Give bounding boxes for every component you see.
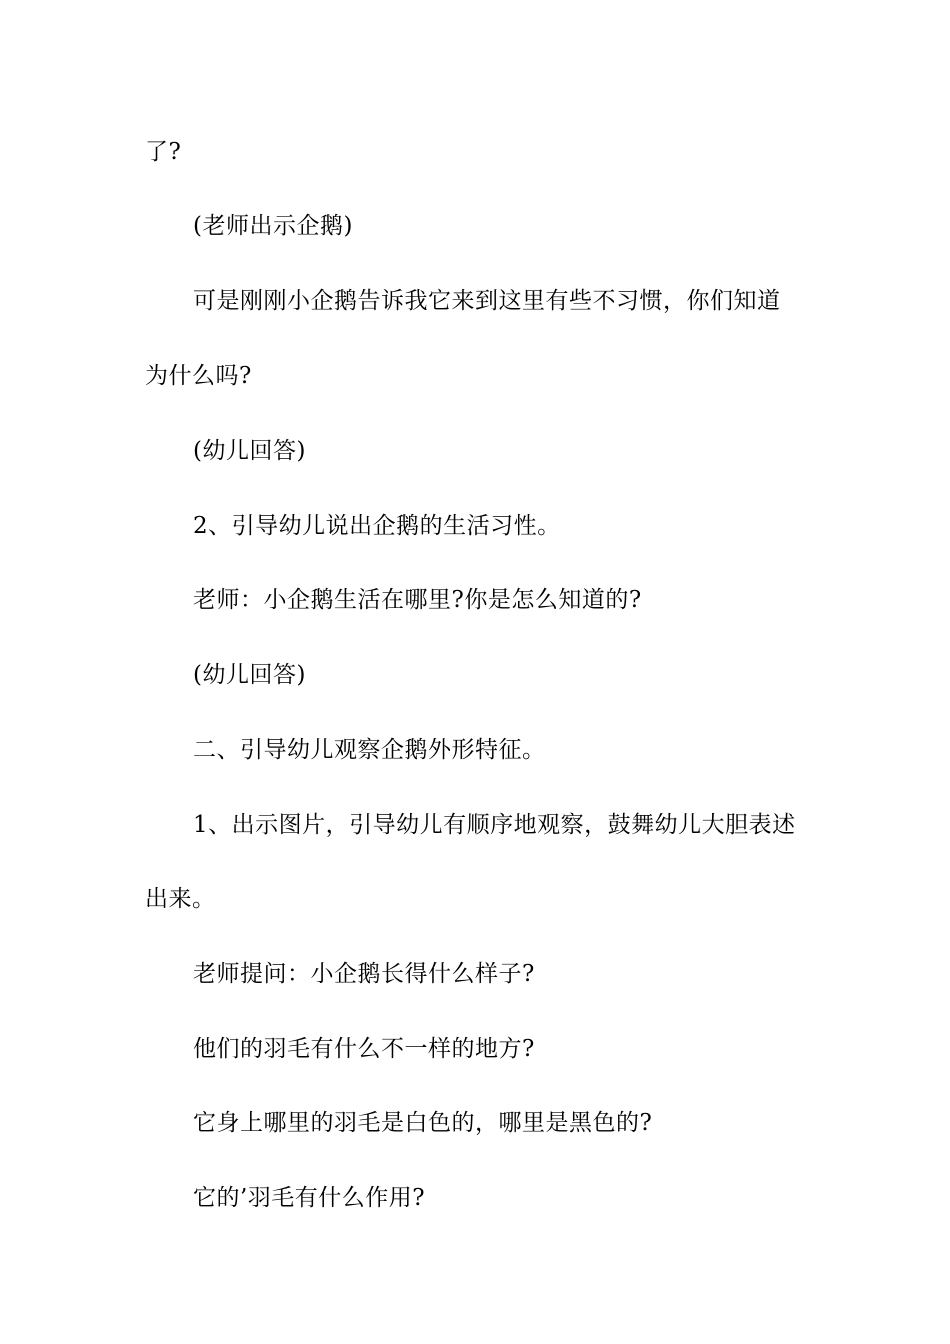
text-line-13: 他们的羽毛有什么不一样的地方?: [193, 1036, 535, 1062]
text-line-10: 1、出示图片，引导幼儿有顺序地观察，鼓舞幼儿大胆表述: [193, 812, 796, 838]
text-line-14: 它身上哪里的羽毛是白色的，哪里是黑色的?: [193, 1110, 653, 1136]
text-line-2: (老师出示企鹅): [193, 213, 353, 239]
text-line-15: 它的’羽毛有什么作用?: [193, 1185, 426, 1211]
text-line-9: 二、引导幼儿观察企鹅外形特征。: [193, 737, 546, 763]
text-line-4: 为什么吗?: [145, 363, 252, 389]
text-line-1: 了?: [145, 139, 182, 165]
text-line-11: 出来。: [145, 886, 216, 912]
text-line-3: 可是刚刚小企鹅告诉我它来到这里有些不习惯，你们知道: [193, 288, 781, 314]
text-line-8: (幼儿回答): [193, 662, 306, 688]
text-line-5: (幼儿回答): [193, 438, 306, 464]
text-line-6: 2、引导幼儿说出企鹅的生活习性。: [193, 513, 561, 539]
text-line-12: 老师提问：小企鹅长得什么样子?: [193, 961, 535, 987]
text-line-7: 老师：小企鹅生活在哪里?你是怎么知道的?: [193, 587, 642, 613]
